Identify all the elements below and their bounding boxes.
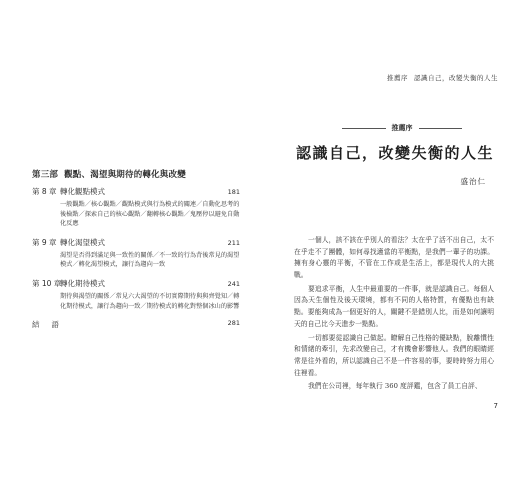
paragraph: 要追求平衡，人生中最重要的一件事，就是認識自己。每個人因為天生個性及後天環境，都有不同的人格特質，有優點也有缺點。要能夠成為一個更好的人，關鍵不是錯別人比，而是如何讓明天的自己比今天進步一點點。: [294, 284, 494, 328]
chapter-title: 轉化觀點模式: [60, 187, 105, 196]
chapter-description: 一般觀點／核心觀點／觀點模式與行為模式的關連／自動化思考的後檢點／探索自己的核心觀點／翻轉核心觀點／鬼壓停以避免自動化反應: [60, 201, 240, 228]
chapter-number: 第 9 章: [32, 237, 57, 247]
toc-chapter: [32, 237, 240, 270]
kicker-rule-right: [419, 128, 463, 129]
kicker-rule-left: [342, 128, 386, 129]
chapter-number: 第 8 章: [32, 187, 57, 196]
table-of-contents: [32, 168, 240, 330]
part-heading: [32, 168, 240, 180]
paragraph: 一切都要從認識自己做起。瞭解自己性格的優缺點，脫離慣性和情緒的牽引，先求改變自己，才有機會影響他人。我們的眼睛經常是往外看的，所以認識自己不是一件容易的事，要時時努力用心往裡看。: [294, 333, 494, 377]
chapter-page: 211: [227, 238, 240, 247]
right-page: [262, 0, 520, 500]
body-text: [294, 235, 494, 395]
epilogue-label: 結語: [32, 320, 71, 330]
chapter-description: 期待與渴望的關係／常見六大渴望的不切實際期待與與齊覺知／轉化期待模式，讓行為趨向一致／期待模式的轉化對整個冰山的影響: [60, 293, 240, 310]
author-name: 盛治仁: [460, 177, 486, 186]
running-header-title: 認識自己，改變失衡的人生: [414, 74, 498, 82]
kicker-label: 推薦序: [391, 124, 413, 132]
page-title: 認識自己，改變失衡的人生: [295, 144, 494, 162]
part-title: 觀點、渴望與期待的轉化與改變: [64, 170, 186, 180]
running-header: [381, 73, 498, 82]
epilogue-page: 281: [227, 319, 240, 328]
chapter-title: 轉化渴望模式: [60, 237, 105, 247]
section-kicker: [342, 123, 462, 133]
chapter-page: 241: [227, 280, 240, 289]
chapter-number: 第 10 章: [32, 279, 62, 289]
paragraph: 我們在公司裡，每年執行 360 度評鑑，包含了員工自評、: [308, 382, 482, 391]
toc-chapter: [32, 186, 240, 229]
paragraph: 一個人，該不該在乎別人的看法？太在乎了活不出自己，太不在乎走不了團體，如何尋找適當的平衡點，是我們一輩子的功課。擁有身心靈的平衡，不管在工作或是生活上，都是現代人的大挑戰。: [294, 236, 494, 280]
toc-chapter: [32, 278, 240, 311]
chapter-description: 渴望是否得到滿足與一致性的關係／不一致的行為背後常見的渴望模式／轉化渴望模式，讓行為趨向一致: [60, 251, 240, 269]
part-number: 第三部: [32, 170, 59, 180]
page-number: 7: [493, 402, 498, 410]
toc-epilogue: [32, 319, 240, 330]
chapter-title: 轉化期待模式: [60, 279, 105, 289]
running-header-section: 推薦序: [387, 74, 408, 82]
chapter-page: 181: [227, 188, 240, 196]
